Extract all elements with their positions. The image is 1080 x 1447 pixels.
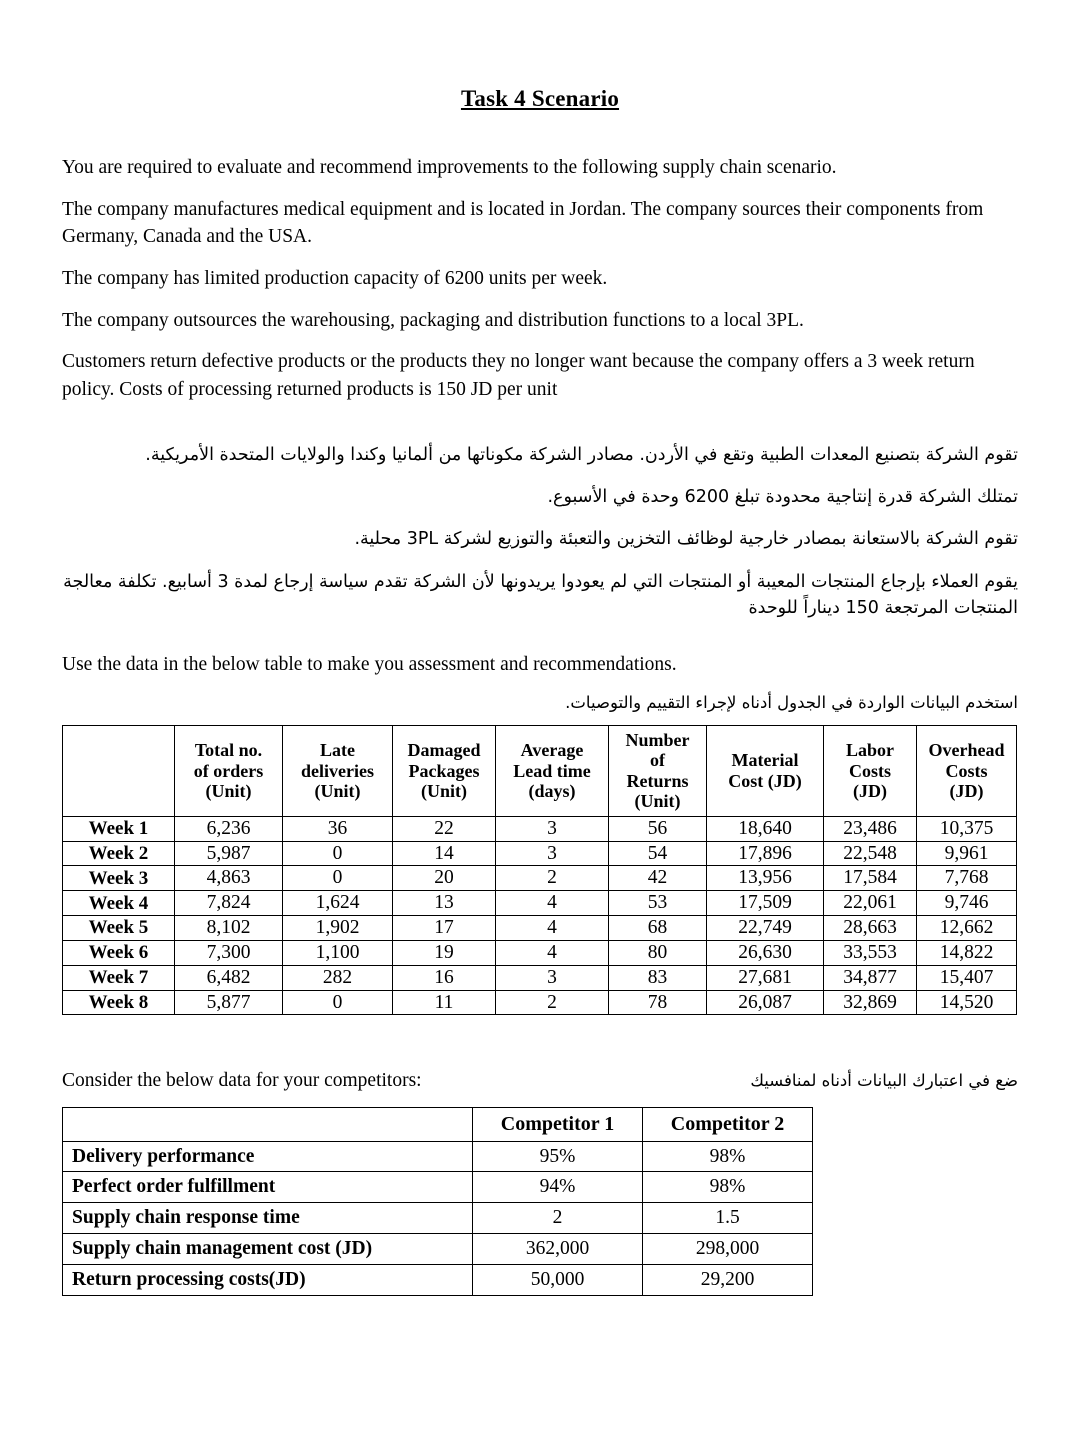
table-cell: 28,663 bbox=[824, 916, 917, 941]
arabic-paragraphs bbox=[62, 442, 1018, 621]
header-line: Overhead bbox=[928, 740, 1005, 760]
table-cell: 1.5 bbox=[643, 1203, 813, 1234]
table-row bbox=[63, 1203, 813, 1234]
table-cell: 11 bbox=[393, 990, 496, 1015]
header-line: (JD) bbox=[853, 781, 887, 802]
table-cell: 80 bbox=[609, 940, 707, 965]
arabic-paragraph-1: تقوم الشركة بتصنيع المعدات الطبية وتقع في الأردن. مصادر الشركة مكوناتها من ألمانيا وكندا والولايات المتحدة الأمريكية. bbox=[145, 444, 1018, 465]
table-cell: 2 bbox=[473, 1203, 643, 1234]
competitor-intro bbox=[62, 1061, 1018, 1095]
table-cell: 18,640 bbox=[707, 816, 824, 841]
intro-paragraph-3: The company has limited production capacity of 6200 units per week. bbox=[62, 268, 608, 290]
table-cell: 3 bbox=[496, 816, 609, 841]
arabic-paragraph-3: تقوم الشركة بالاستعانة بمصادر خارجية لوظائف التخزين والتعبئة والتوزيع لشركة 3PL محلية. bbox=[354, 529, 1018, 550]
table-cell: 16 bbox=[393, 965, 496, 990]
table-row bbox=[63, 1234, 813, 1265]
table-cell: 1,624 bbox=[283, 891, 393, 916]
table-cell: 94% bbox=[473, 1172, 643, 1203]
use-data-instruction bbox=[62, 651, 1018, 712]
weekly-data-table bbox=[62, 725, 1017, 1016]
table-row bbox=[63, 1141, 813, 1172]
table-cell: 8,102 bbox=[175, 916, 283, 941]
table-cell: 32,869 bbox=[824, 990, 917, 1015]
table-cell: 6,236 bbox=[175, 816, 283, 841]
week-label: Week 1 bbox=[63, 816, 175, 841]
table-cell: 42 bbox=[609, 866, 707, 891]
week-label: Week 4 bbox=[63, 891, 175, 916]
table-cell: 7,824 bbox=[175, 891, 283, 916]
header-line: deliveries bbox=[301, 760, 374, 781]
table-cell: 83 bbox=[609, 965, 707, 990]
table-cell: 2 bbox=[496, 990, 609, 1015]
table-cell: 1,100 bbox=[283, 940, 393, 965]
intro-paragraph-1: You are required to evaluate and recommend improvements to the following supply chain scenario. bbox=[62, 157, 837, 178]
week-label: Week 5 bbox=[63, 916, 175, 941]
table-cell: 5,987 bbox=[175, 841, 283, 866]
table-cell: 56 bbox=[609, 816, 707, 841]
table-cell: 36 bbox=[283, 816, 393, 841]
header-line: (Unit) bbox=[634, 791, 681, 812]
table-cell: 23,486 bbox=[824, 816, 917, 841]
table-cell: 33,553 bbox=[824, 940, 917, 965]
table-cell: 14,520 bbox=[917, 990, 1017, 1015]
table-cell: 3 bbox=[496, 841, 609, 866]
table-header-row bbox=[63, 1108, 813, 1141]
table-cell: 14,822 bbox=[917, 940, 1017, 965]
table-row bbox=[63, 891, 1017, 916]
table-cell: 14 bbox=[393, 841, 496, 866]
week-label: Week 3 bbox=[63, 866, 175, 891]
table-cell: 0 bbox=[283, 841, 393, 866]
metric-label: Supply chain response time bbox=[63, 1203, 473, 1234]
table-cell: 1,902 bbox=[283, 916, 393, 941]
table-cell: 4 bbox=[496, 940, 609, 965]
header-line: Late bbox=[320, 740, 355, 760]
header-line: Costs bbox=[945, 760, 988, 781]
table-row bbox=[63, 990, 1017, 1015]
table-cell: 27,681 bbox=[707, 965, 824, 990]
intro-paragraph-2: The company manufactures medical equipment and is located in Jordan. The company sources their components from Germany, Canada and the USA. bbox=[62, 198, 984, 248]
intro-paragraph-5: Customers return defective products or the products they no longer want because the company offers a 3 week return policy. Costs of processing returned products is 150 JD per unit bbox=[62, 351, 975, 401]
header-line: of bbox=[650, 750, 665, 771]
header-line: Average bbox=[520, 740, 584, 760]
week-label: Week 2 bbox=[63, 841, 175, 866]
table-cell: 10,375 bbox=[917, 816, 1017, 841]
metric-label: Delivery performance bbox=[63, 1141, 473, 1172]
header-line: (Unit) bbox=[205, 781, 252, 802]
header-line: Number bbox=[625, 729, 690, 750]
table-cell: 17 bbox=[393, 916, 496, 941]
table-row bbox=[63, 940, 1017, 965]
table-cell: 7,300 bbox=[175, 940, 283, 965]
weekly-header-blank bbox=[63, 725, 175, 816]
table-cell: 53 bbox=[609, 891, 707, 916]
table-row bbox=[63, 1172, 813, 1203]
week-label: Week 7 bbox=[63, 965, 175, 990]
header-line: of orders bbox=[193, 760, 264, 781]
document-page bbox=[0, 86, 1080, 1447]
table-cell: 20 bbox=[393, 866, 496, 891]
table-cell: 17,896 bbox=[707, 841, 824, 866]
table-cell: 50,000 bbox=[473, 1264, 643, 1295]
table-cell: 362,000 bbox=[473, 1234, 643, 1265]
weekly-header-damaged-packages bbox=[393, 725, 496, 816]
table-cell: 68 bbox=[609, 916, 707, 941]
header-line: Returns bbox=[626, 770, 689, 791]
header-line: Cost (JD) bbox=[728, 770, 802, 791]
table-cell: 9,961 bbox=[917, 841, 1017, 866]
metric-label: Supply chain management cost (JD) bbox=[63, 1234, 473, 1265]
weekly-header-material-cost bbox=[707, 725, 824, 816]
weekly-header-late-deliveries bbox=[283, 725, 393, 816]
table-cell: 15,407 bbox=[917, 965, 1017, 990]
header-line: Labor bbox=[845, 740, 894, 760]
header-line: Packages bbox=[408, 760, 480, 781]
table-cell: 19 bbox=[393, 940, 496, 965]
header-line: Total no. bbox=[194, 740, 263, 760]
table-cell: 22 bbox=[393, 816, 496, 841]
intro-paragraphs bbox=[62, 154, 1018, 404]
table-cell: 2 bbox=[496, 866, 609, 891]
table-cell: 26,087 bbox=[707, 990, 824, 1015]
table-cell: 22,061 bbox=[824, 891, 917, 916]
week-label: Week 8 bbox=[63, 990, 175, 1015]
table-cell: 22,548 bbox=[824, 841, 917, 866]
table-cell: 78 bbox=[609, 990, 707, 1015]
header-line: (days) bbox=[528, 781, 576, 802]
table-cell: 26,630 bbox=[707, 940, 824, 965]
metric-label: Return processing costs(JD) bbox=[63, 1264, 473, 1295]
table-cell: 95% bbox=[473, 1141, 643, 1172]
header-line: Costs bbox=[848, 760, 891, 781]
table-row bbox=[63, 1264, 813, 1295]
table-cell: 4 bbox=[496, 916, 609, 941]
weekly-header-number-of-returns bbox=[609, 725, 707, 816]
table-row bbox=[63, 965, 1017, 990]
arabic-paragraph-4: يقوم العملاء بإرجاع المنتجات المعيبة أو المنتجات التي لم يعودوا يريدونها لأن الشركة تقدم سياسة إرجاع لمدة 3 أسابيع. تكلفة معالجة المنتجات المرتجعة 150 ديناراً للوحدة bbox=[63, 571, 1018, 618]
table-cell: 98% bbox=[643, 1172, 813, 1203]
week-label: Week 6 bbox=[63, 940, 175, 965]
competitor-intro-ar: ضع في اعتبارك البيانات أدناه لمنافسيك bbox=[750, 1071, 1018, 1091]
table-cell: 13,956 bbox=[707, 866, 824, 891]
use-data-instruction-ar: استخدم البيانات الواردة في الجدول أدناه لإجراء التقييم والتوصيات. bbox=[565, 692, 1018, 712]
table-cell: 17,509 bbox=[707, 891, 824, 916]
competitor-header-blank bbox=[63, 1108, 473, 1141]
table-cell: 282 bbox=[283, 965, 393, 990]
weekly-header-average-lead-time bbox=[496, 725, 609, 816]
table-cell: 298,000 bbox=[643, 1234, 813, 1265]
table-cell: 4 bbox=[496, 891, 609, 916]
metric-label: Perfect order fulfillment bbox=[63, 1172, 473, 1203]
table-cell: 13 bbox=[393, 891, 496, 916]
weekly-header-total-orders bbox=[175, 725, 283, 816]
table-cell: 4,863 bbox=[175, 866, 283, 891]
table-row bbox=[63, 816, 1017, 841]
competitor-data-table bbox=[62, 1107, 813, 1296]
weekly-header-overhead-costs bbox=[917, 725, 1017, 816]
table-cell: 0 bbox=[283, 990, 393, 1015]
table-header-row bbox=[63, 725, 1017, 816]
competitor-header-competitor-2: Competitor 2 bbox=[643, 1108, 813, 1141]
table-row bbox=[63, 866, 1017, 891]
competitor-header-competitor-1: Competitor 1 bbox=[473, 1108, 643, 1141]
competitor-intro-en: Consider the below data for your competitors: bbox=[62, 1070, 422, 1092]
table-row bbox=[63, 841, 1017, 866]
header-line: (Unit) bbox=[421, 781, 467, 802]
table-cell: 12,662 bbox=[917, 916, 1017, 941]
table-cell: 22,749 bbox=[707, 916, 824, 941]
table-cell: 29,200 bbox=[643, 1264, 813, 1295]
table-row bbox=[63, 916, 1017, 941]
weekly-header-labor-costs bbox=[824, 725, 917, 816]
header-line: (Unit) bbox=[314, 781, 361, 802]
arabic-paragraph-2: تمتلك الشركة قدرة إنتاجية محدودة تبلغ 6200 وحدة في الأسبوع. bbox=[547, 487, 1018, 508]
page-title: Task 4 Scenario bbox=[460, 86, 620, 111]
use-data-instruction-en: Use the data in the below table to make you assessment and recommendations. bbox=[62, 654, 677, 676]
table-cell: 6,482 bbox=[175, 965, 283, 990]
intro-paragraph-4: The company outsources the warehousing, packaging and distribution functions to a local 3PL. bbox=[62, 309, 804, 331]
header-line: Material bbox=[731, 750, 799, 771]
table-cell: 34,877 bbox=[824, 965, 917, 990]
header-line: Damaged bbox=[407, 740, 481, 760]
table-cell: 5,877 bbox=[175, 990, 283, 1015]
table-cell: 9,746 bbox=[917, 891, 1017, 916]
table-cell: 0 bbox=[283, 866, 393, 891]
header-line: Lead time bbox=[513, 760, 591, 781]
table-cell: 17,584 bbox=[824, 866, 917, 891]
table-cell: 7,768 bbox=[917, 866, 1017, 891]
header-line: (JD) bbox=[949, 781, 984, 802]
table-cell: 3 bbox=[496, 965, 609, 990]
table-cell: 54 bbox=[609, 841, 707, 866]
table-cell: 98% bbox=[643, 1141, 813, 1172]
